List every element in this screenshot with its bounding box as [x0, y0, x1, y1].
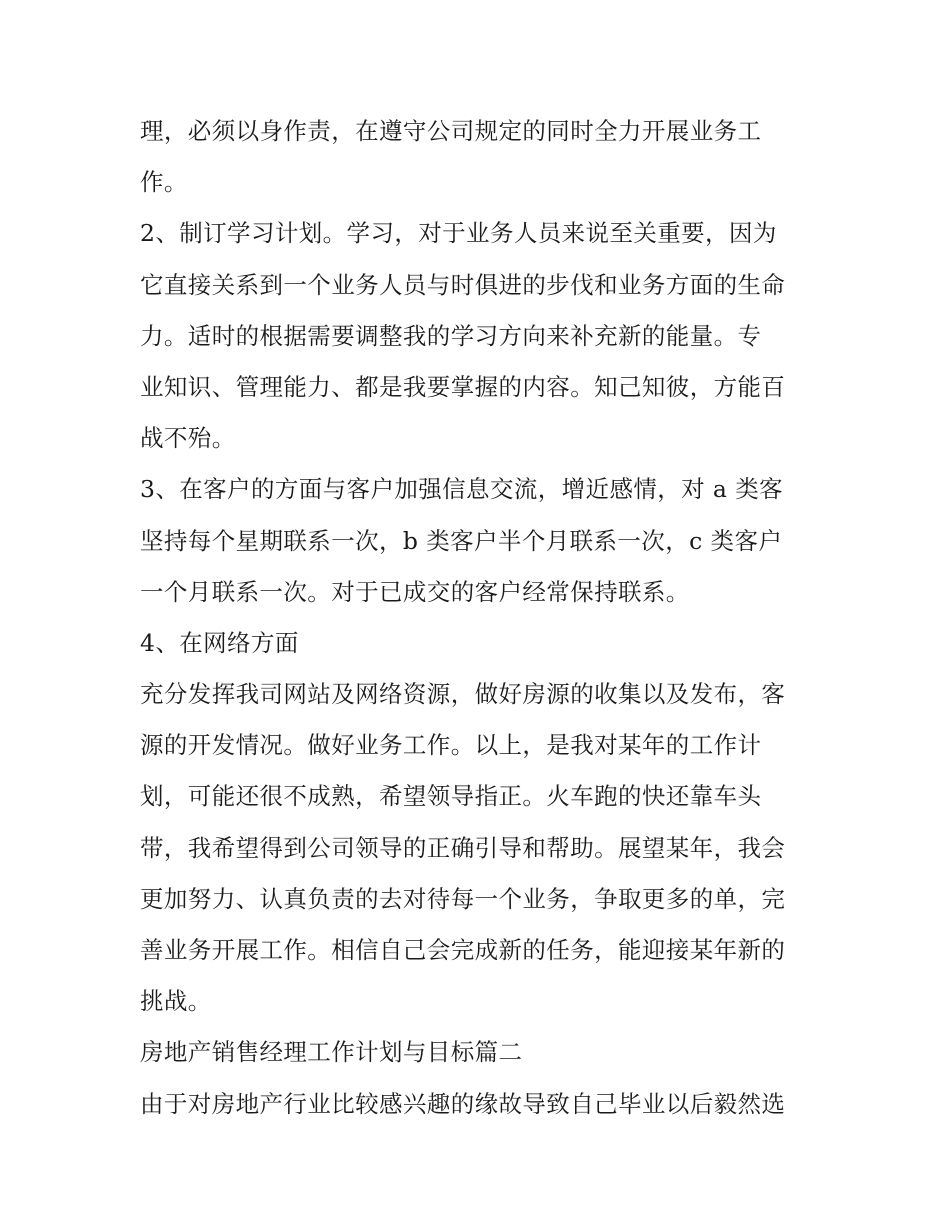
- text-line: 充分发挥我司网站及网络资源，做好房源的收集以及发布，客: [140, 680, 786, 709]
- text-line: 划，可能还很不成熟，希望领导指正。火车跑的快还靠车头: [140, 782, 762, 811]
- text-line: 力。适时的根据需要调整我的学习方向来补充新的能量。专: [140, 321, 762, 350]
- text-line: 理，必须以身作责，在遵守公司规定的同时全力开展业务工: [140, 117, 762, 145]
- section-heading: 房地产销售经理工作计划与目标篇二: [140, 1038, 523, 1067]
- text-line: 由于对房地产行业比较感兴趣的缘故导致自己毕业以后毅然选: [140, 1089, 786, 1118]
- text-line: 战不殆。: [140, 424, 236, 453]
- text-line: 善业务开展工作。相信自己会完成新的任务，能迎接某年新的: [140, 936, 786, 964]
- text-line: 业知识、管理能力、都是我要掌握的内容。知己知彼，方能百: [140, 372, 786, 401]
- text-line: 它直接关系到一个业务人员与时俱进的步伐和业务方面的生命: [140, 270, 786, 299]
- text-line: 挑战。: [140, 987, 212, 1016]
- text-line: 源的开发情况。做好业务工作。以上，是我对某年的工作计: [140, 731, 762, 760]
- text-line: 4、在网络方面: [140, 628, 299, 657]
- text-line: 2、制订学习计划。学习，对于业务人员来说至关重要，因为: [140, 219, 777, 248]
- text-line: 一个月联系一次。对于已成交的客户经常保持联系。: [140, 577, 690, 606]
- document-body: [140, 106, 820, 1130]
- text-line: 3、在客户的方面与客户加强信息交流，增近感情，对 a 类客: [140, 475, 784, 504]
- text-line: 坚持每个星期联系一次，b 类客户半个月联系一次，c 类客户: [140, 526, 783, 555]
- text-line: 带，我希望得到公司领导的正确引导和帮助。展望某年，我会: [140, 833, 786, 862]
- text-line: 更加努力、认真负责的去对待每一个业务，争取更多的单，完: [140, 884, 786, 913]
- text-line: 作。: [140, 168, 188, 197]
